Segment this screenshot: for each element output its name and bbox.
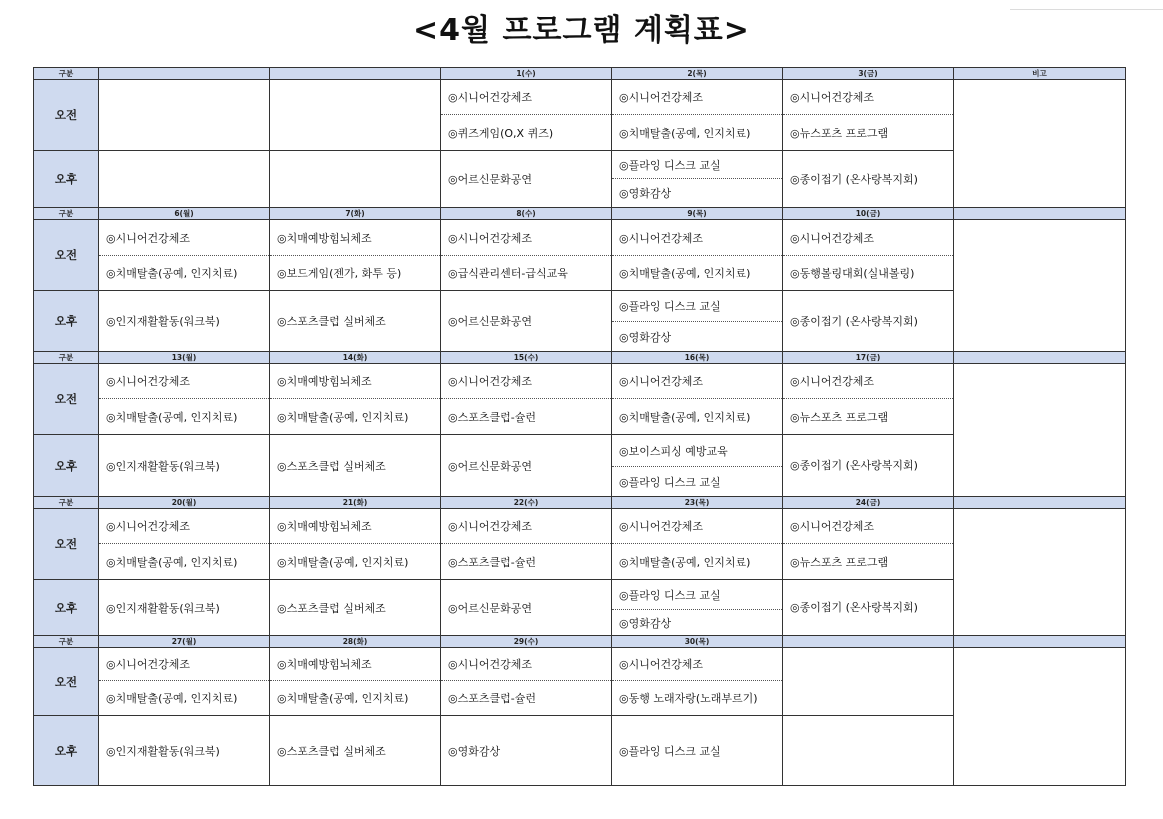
program-item: ◎영화감상 — [612, 178, 782, 207]
am-row — [34, 220, 1126, 291]
day-header-tue: 21(화) — [270, 497, 441, 509]
program-item: ◎플라잉 디스크 교실 — [619, 300, 721, 313]
program-list — [783, 291, 953, 351]
program-item: ◎인지재활활동(워크북) — [106, 601, 220, 615]
program-list — [441, 80, 611, 150]
program-item: ◎보드게임(젠가, 화투 등) — [270, 255, 440, 290]
program-item: ◎종이접기 (온사랑복지회) — [790, 314, 918, 328]
program-item: ◎뉴스포츠 프로그램 — [783, 543, 953, 579]
program-item: ◎시니어건강체조 — [448, 231, 532, 245]
am-cell-wed — [441, 220, 612, 291]
pm-cell-fri — [783, 580, 954, 636]
program-item: ◎시니어건강체조 — [619, 231, 703, 245]
program-item: ◎치매탈출(공예, 인지치료) — [99, 398, 269, 434]
program-item: ◎어르신문화공연 — [448, 315, 532, 328]
pm-cell-tue — [270, 435, 441, 497]
day-header-fri: 24(금) — [783, 497, 954, 509]
am-cell-tue — [270, 364, 441, 435]
program-list — [612, 220, 782, 290]
pm-cell-wed — [441, 291, 612, 352]
pm-cell-wed — [441, 435, 612, 497]
am-cell-tue — [270, 648, 441, 716]
program-list — [441, 220, 611, 290]
am-cell-fri — [783, 220, 954, 291]
program-list — [270, 509, 440, 579]
pm-label: 오후 — [34, 716, 99, 786]
pm-cell-tue — [270, 291, 441, 352]
schedule-table — [33, 67, 1126, 786]
program-item: ◎영화감상 — [448, 744, 501, 758]
day-header-thu: 2(목) — [612, 68, 783, 80]
am-label: 오전 — [34, 648, 99, 716]
program-item: ◎종이접기 (온사랑복지회) — [790, 601, 918, 614]
program-list — [441, 648, 611, 715]
day-header-mon: 13(월) — [99, 352, 270, 364]
day-header-tue — [270, 68, 441, 80]
gubun-header: 구분 — [34, 636, 99, 648]
am-cell-wed — [441, 648, 612, 716]
day-header-wed: 8(수) — [441, 208, 612, 220]
am-cell-fri — [783, 80, 954, 151]
program-item: ◎시니어건강체조 — [106, 520, 190, 533]
program-item: ◎시니어건강체조 — [106, 658, 190, 671]
program-list — [441, 509, 611, 579]
day-header-wed: 29(수) — [441, 636, 612, 648]
program-item: ◎치매탈출(공예, 인지치료) — [612, 114, 782, 150]
day-header-mon — [99, 68, 270, 80]
program-item: ◎치매탈출(공예, 인지치료) — [270, 543, 440, 579]
remarks-header — [954, 636, 1126, 648]
day-header-wed: 1(수) — [441, 68, 612, 80]
pm-cell-fri — [783, 151, 954, 208]
pm-cell-thu — [612, 716, 783, 786]
gubun-header: 구분 — [34, 352, 99, 364]
am-row — [34, 509, 1126, 580]
day-header-fri — [783, 636, 954, 648]
am-cell-fri — [783, 364, 954, 435]
remarks-header — [954, 497, 1126, 509]
am-cell-mon — [99, 364, 270, 435]
program-item: ◎스포츠클럽 실버체조 — [277, 744, 386, 758]
pm-cell-thu — [612, 151, 783, 208]
program-list — [99, 648, 269, 715]
am-cell-wed — [441, 364, 612, 435]
remarks-header: 비고 — [954, 68, 1126, 80]
am-cell-mon — [99, 220, 270, 291]
program-item: ◎어르신문화공연 — [448, 459, 532, 473]
program-item: ◎시니어건강체조 — [790, 375, 874, 388]
am-cell-fri — [783, 509, 954, 580]
remarks-cell — [954, 509, 1126, 636]
program-list — [783, 364, 953, 434]
program-item: ◎시니어건강체조 — [790, 231, 874, 245]
program-list — [612, 580, 782, 635]
program-item: ◎시니어건강체조 — [106, 231, 190, 245]
pm-cell-tue — [270, 580, 441, 636]
program-item: ◎스포츠클럽 실버체조 — [277, 315, 386, 328]
program-item: ◎어르신문화공연 — [448, 601, 532, 615]
pm-label: 오후 — [34, 151, 99, 208]
remarks-cell — [954, 364, 1126, 497]
day-header-mon: 6(월) — [99, 208, 270, 220]
program-item: ◎플라잉 디스크 교실 — [619, 744, 721, 758]
program-list — [612, 291, 782, 351]
day-header-mon: 20(월) — [99, 497, 270, 509]
program-item: ◎퀴즈게임(O,X 퀴즈) — [441, 114, 611, 150]
am-cell-tue — [270, 509, 441, 580]
program-item: ◎시니어건강체조 — [106, 375, 190, 388]
program-item: ◎시니어건강체조 — [448, 520, 532, 533]
program-list — [99, 364, 269, 434]
program-list — [441, 435, 611, 496]
remarks-header — [954, 352, 1126, 364]
program-list — [270, 716, 440, 785]
day-header-thu: 23(목) — [612, 497, 783, 509]
am-cell-wed — [441, 80, 612, 151]
pm-cell-thu — [612, 435, 783, 497]
day-header-wed: 22(수) — [441, 497, 612, 509]
program-item: ◎보이스피싱 예방교육 — [619, 444, 728, 458]
program-list — [783, 435, 953, 496]
program-list — [270, 435, 440, 496]
program-list — [612, 80, 782, 150]
pm-cell-tue — [270, 151, 441, 208]
program-item: ◎치매예방힘뇌체조 — [277, 658, 372, 671]
pm-cell-thu — [612, 291, 783, 352]
program-list — [99, 716, 269, 785]
pm-label: 오후 — [34, 580, 99, 636]
program-item: ◎인지재활활동(워크북) — [106, 315, 220, 328]
program-item: ◎시니어건강체조 — [790, 520, 874, 533]
am-label: 오전 — [34, 220, 99, 291]
program-item: ◎동행 노래자랑(노래부르기) — [612, 680, 782, 715]
day-header-fri: 17(금) — [783, 352, 954, 364]
program-list — [441, 364, 611, 434]
program-list — [612, 151, 782, 207]
remarks-cell — [954, 220, 1126, 352]
am-label: 오전 — [34, 364, 99, 435]
program-item: ◎동행볼링대회(실내볼링) — [783, 255, 953, 290]
program-item: ◎스포츠클럽-슐런 — [441, 543, 611, 579]
program-item: ◎어르신문화공연 — [448, 173, 532, 186]
day-header-thu: 30(목) — [612, 636, 783, 648]
program-item: ◎플라잉 디스크 교실 — [619, 588, 721, 602]
am-row — [34, 80, 1126, 151]
program-item: ◎치매탈출(공예, 인지치료) — [612, 255, 782, 290]
day-header-tue: 28(화) — [270, 636, 441, 648]
program-item: ◎치매탈출(공예, 인지치료) — [612, 543, 782, 579]
program-item: ◎시니어건강체조 — [619, 375, 703, 388]
program-item: ◎시니어건강체조 — [619, 520, 703, 533]
program-item: ◎종이접기 (온사랑복지회) — [790, 172, 918, 186]
pm-cell-fri — [783, 716, 954, 786]
remarks-header — [954, 208, 1126, 220]
day-header-thu: 16(목) — [612, 352, 783, 364]
day-header-wed: 15(수) — [441, 352, 612, 364]
week-header-row — [34, 497, 1126, 509]
pm-cell-thu — [612, 580, 783, 636]
pm-cell-fri — [783, 435, 954, 497]
am-label: 오전 — [34, 509, 99, 580]
week-header-row — [34, 208, 1126, 220]
program-item: ◎시니어건강체조 — [619, 91, 703, 104]
day-header-thu: 9(목) — [612, 208, 783, 220]
program-item: ◎플라잉 디스크 교실 — [612, 466, 782, 496]
am-cell-thu — [612, 220, 783, 291]
program-list — [270, 291, 440, 351]
program-list — [270, 364, 440, 434]
program-item: ◎플라잉 디스크 교실 — [619, 158, 721, 172]
am-cell-tue — [270, 220, 441, 291]
day-header-fri: 10(금) — [783, 208, 954, 220]
program-item: ◎영화감상 — [612, 609, 782, 635]
day-header-tue: 7(화) — [270, 208, 441, 220]
am-cell-thu — [612, 509, 783, 580]
program-item: ◎치매탈출(공예, 인지치료) — [99, 680, 269, 715]
pm-cell-mon — [99, 580, 270, 636]
am-cell-mon — [99, 648, 270, 716]
day-header-fri: 3(금) — [783, 68, 954, 80]
am-label: 오전 — [34, 80, 99, 151]
program-item: ◎인지재활활동(워크북) — [106, 459, 220, 473]
am-row — [34, 364, 1126, 435]
page-title: <4월 프로그램 계획표> — [413, 13, 750, 48]
program-item: ◎치매탈출(공예, 인지치료) — [270, 680, 440, 715]
pm-cell-mon — [99, 291, 270, 352]
program-item: ◎스포츠클럽 실버체조 — [277, 601, 386, 615]
program-item: ◎인지재활활동(워크북) — [106, 744, 220, 758]
pm-cell-mon — [99, 716, 270, 786]
program-item: ◎영화감상 — [612, 321, 782, 351]
program-list — [99, 509, 269, 579]
week-header-row — [34, 68, 1126, 80]
am-cell-mon — [99, 509, 270, 580]
program-item: ◎시니어건강체조 — [448, 91, 532, 104]
program-item: ◎뉴스포츠 프로그램 — [783, 114, 953, 150]
program-item: ◎뉴스포츠 프로그램 — [783, 398, 953, 434]
program-item: ◎치매탈출(공예, 인지치료) — [99, 543, 269, 579]
program-list — [99, 435, 269, 496]
program-item: ◎급식관리센터-급식교육 — [441, 255, 611, 290]
am-cell-mon — [99, 80, 270, 151]
program-list — [270, 580, 440, 635]
program-item: ◎치매예방힘뇌체조 — [277, 520, 372, 533]
day-header-tue: 14(화) — [270, 352, 441, 364]
program-list — [612, 364, 782, 434]
program-item: ◎치매예방힘뇌체조 — [277, 231, 372, 245]
program-item: ◎시니어건강체조 — [448, 375, 532, 388]
program-item: ◎스포츠클럽-슐런 — [441, 398, 611, 434]
remarks-cell — [954, 80, 1126, 208]
program-list — [441, 291, 611, 351]
am-cell-thu — [612, 648, 783, 716]
day-header-mon: 27(월) — [99, 636, 270, 648]
program-list — [612, 716, 782, 785]
program-item: ◎치매탈출(공예, 인지치료) — [99, 255, 269, 290]
am-cell-thu — [612, 364, 783, 435]
pm-cell-tue — [270, 716, 441, 786]
week-header-row — [34, 636, 1126, 648]
program-list — [783, 80, 953, 150]
am-cell-fri — [783, 648, 954, 716]
gubun-header: 구분 — [34, 497, 99, 509]
program-list — [441, 580, 611, 635]
am-cell-wed — [441, 509, 612, 580]
program-list — [783, 220, 953, 290]
pm-cell-wed — [441, 580, 612, 636]
program-list — [783, 509, 953, 579]
program-item: ◎치매탈출(공예, 인지치료) — [612, 398, 782, 434]
remarks-cell — [954, 648, 1126, 786]
program-list — [612, 435, 782, 496]
pm-cell-mon — [99, 151, 270, 208]
program-list — [783, 151, 953, 207]
program-item: ◎시니어건강체조 — [619, 658, 703, 671]
program-item: ◎시니어건강체조 — [448, 658, 532, 671]
pm-label: 오후 — [34, 435, 99, 497]
program-list — [612, 509, 782, 579]
program-list — [99, 220, 269, 290]
pm-label: 오후 — [34, 291, 99, 352]
program-item: ◎치매예방힘뇌체조 — [277, 375, 372, 388]
week-header-row — [34, 352, 1126, 364]
program-list — [441, 151, 611, 207]
pm-cell-wed — [441, 151, 612, 208]
pm-cell-fri — [783, 291, 954, 352]
am-cell-tue — [270, 80, 441, 151]
program-item: ◎치매탈출(공예, 인지치료) — [270, 398, 440, 434]
am-row — [34, 648, 1126, 716]
program-item: ◎종이접기 (온사랑복지회) — [790, 459, 918, 472]
gubun-header: 구분 — [34, 208, 99, 220]
program-list — [612, 648, 782, 715]
program-item: ◎시니어건강체조 — [790, 91, 874, 104]
program-list — [270, 648, 440, 715]
gubun-header: 구분 — [34, 68, 99, 80]
program-list — [99, 291, 269, 351]
program-item: ◎스포츠클럽 실버체조 — [277, 459, 386, 473]
program-item: ◎스포츠클럽-슐런 — [441, 680, 611, 715]
program-list — [99, 580, 269, 635]
program-list — [441, 716, 611, 785]
am-cell-thu — [612, 80, 783, 151]
program-list — [270, 220, 440, 290]
pm-cell-mon — [99, 435, 270, 497]
program-list — [783, 580, 953, 635]
pm-cell-wed — [441, 716, 612, 786]
